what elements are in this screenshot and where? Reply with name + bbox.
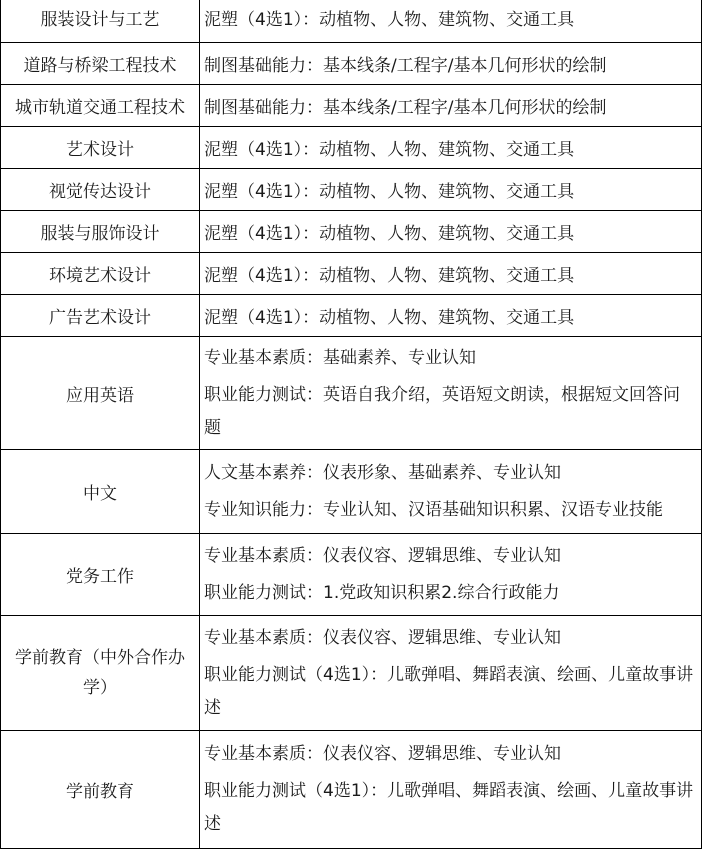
table-row <box>1 0 702 43</box>
major-cell: 道路与桥梁工程技术 <box>1 43 200 85</box>
major-cell: 艺术设计 <box>1 127 200 169</box>
exam-content-cell: 制图基础能力：基本线条/工程字/基本几何形状的绘制 <box>200 43 702 85</box>
table-row <box>1 295 702 337</box>
content-line: 职业能力测试（4选1）：儿歌弹唱、舞蹈表演、绘画、儿童故事讲述 <box>204 664 694 718</box>
major-cell: 环境艺术设计 <box>1 253 200 295</box>
exam-content-cell <box>200 534 702 616</box>
exam-content-cell: 泥塑（4选1）：动植物、人物、建筑物、交通工具 <box>200 295 702 337</box>
content-line: 专业基本素质：仪表仪容、逻辑思维、专业认知 <box>204 744 561 764</box>
table-row <box>1 731 702 849</box>
major-cell: 视觉传达设计 <box>1 169 200 211</box>
table-row <box>1 253 702 295</box>
major-line: 学前教育（中外合作办 <box>15 648 185 668</box>
exam-content-cell: 泥塑（4选1）：动植物、人物、建筑物、交通工具 <box>200 253 702 295</box>
content-line: 职业能力测试：英语自我介绍，英语短文朗读，根据短文回答问题 <box>204 384 680 438</box>
table-row <box>1 337 702 450</box>
content-line: 职业能力测试（4选1）：儿歌弹唱、舞蹈表演、绘画、儿童故事讲述 <box>204 781 694 834</box>
content-line: 专业知识能力：专业认知、汉语基础知识积累、汉语专业技能 <box>204 499 663 520</box>
major-cell: 服装设计与工艺 <box>1 0 200 43</box>
major-cell: 广告艺术设计 <box>1 295 200 337</box>
exam-content-cell: 泥塑（4选1）：动植物、人物、建筑物、交通工具 <box>200 127 702 169</box>
exam-content-cell <box>200 731 702 849</box>
exam-content-cell: 泥塑（4选1）：动植物、人物、建筑物、交通工具 <box>200 211 702 253</box>
table-row <box>1 85 702 127</box>
content-line: 职业能力测试：1.党政知识积累2.综合行政能力 <box>204 582 560 603</box>
major-cell: 服装与服饰设计 <box>1 211 200 253</box>
major-cell: 中文 <box>1 450 200 534</box>
content-line: 专业基本素质：仪表仪容、逻辑思维、专业认知 <box>204 627 561 648</box>
major-cell: 学前教育 <box>1 731 200 849</box>
major-cell: 应用英语 <box>1 337 200 450</box>
table-row <box>1 127 702 169</box>
table-row <box>1 211 702 253</box>
exam-content-cell <box>200 337 702 450</box>
exam-content-cell: 泥塑（4选1）：动植物、人物、建筑物、交通工具 <box>200 169 702 211</box>
major-line: 学） <box>83 678 117 698</box>
table-row <box>1 450 702 534</box>
table-row <box>1 616 702 731</box>
exam-content-cell <box>200 450 702 534</box>
exam-content-cell <box>200 616 702 731</box>
content-line: 人文基本素养：仪表形象、基础素养、专业认知 <box>204 462 561 483</box>
content-line: 专业基本素质：基础素养、专业认知 <box>204 347 476 368</box>
major-cell: 城市轨道交通工程技术 <box>1 85 200 127</box>
major-cell <box>1 616 200 731</box>
major-cell: 党务工作 <box>1 534 200 616</box>
table-row <box>1 169 702 211</box>
exam-content-cell: 泥塑（4选1）：动植物、人物、建筑物、交通工具 <box>200 0 702 43</box>
exam-content-cell: 制图基础能力：基本线条/工程字/基本几何形状的绘制 <box>200 85 702 127</box>
table-row <box>1 43 702 85</box>
table-row <box>1 534 702 616</box>
content-line: 专业基本素质：仪表仪容、逻辑思维、专业认知 <box>204 545 561 566</box>
